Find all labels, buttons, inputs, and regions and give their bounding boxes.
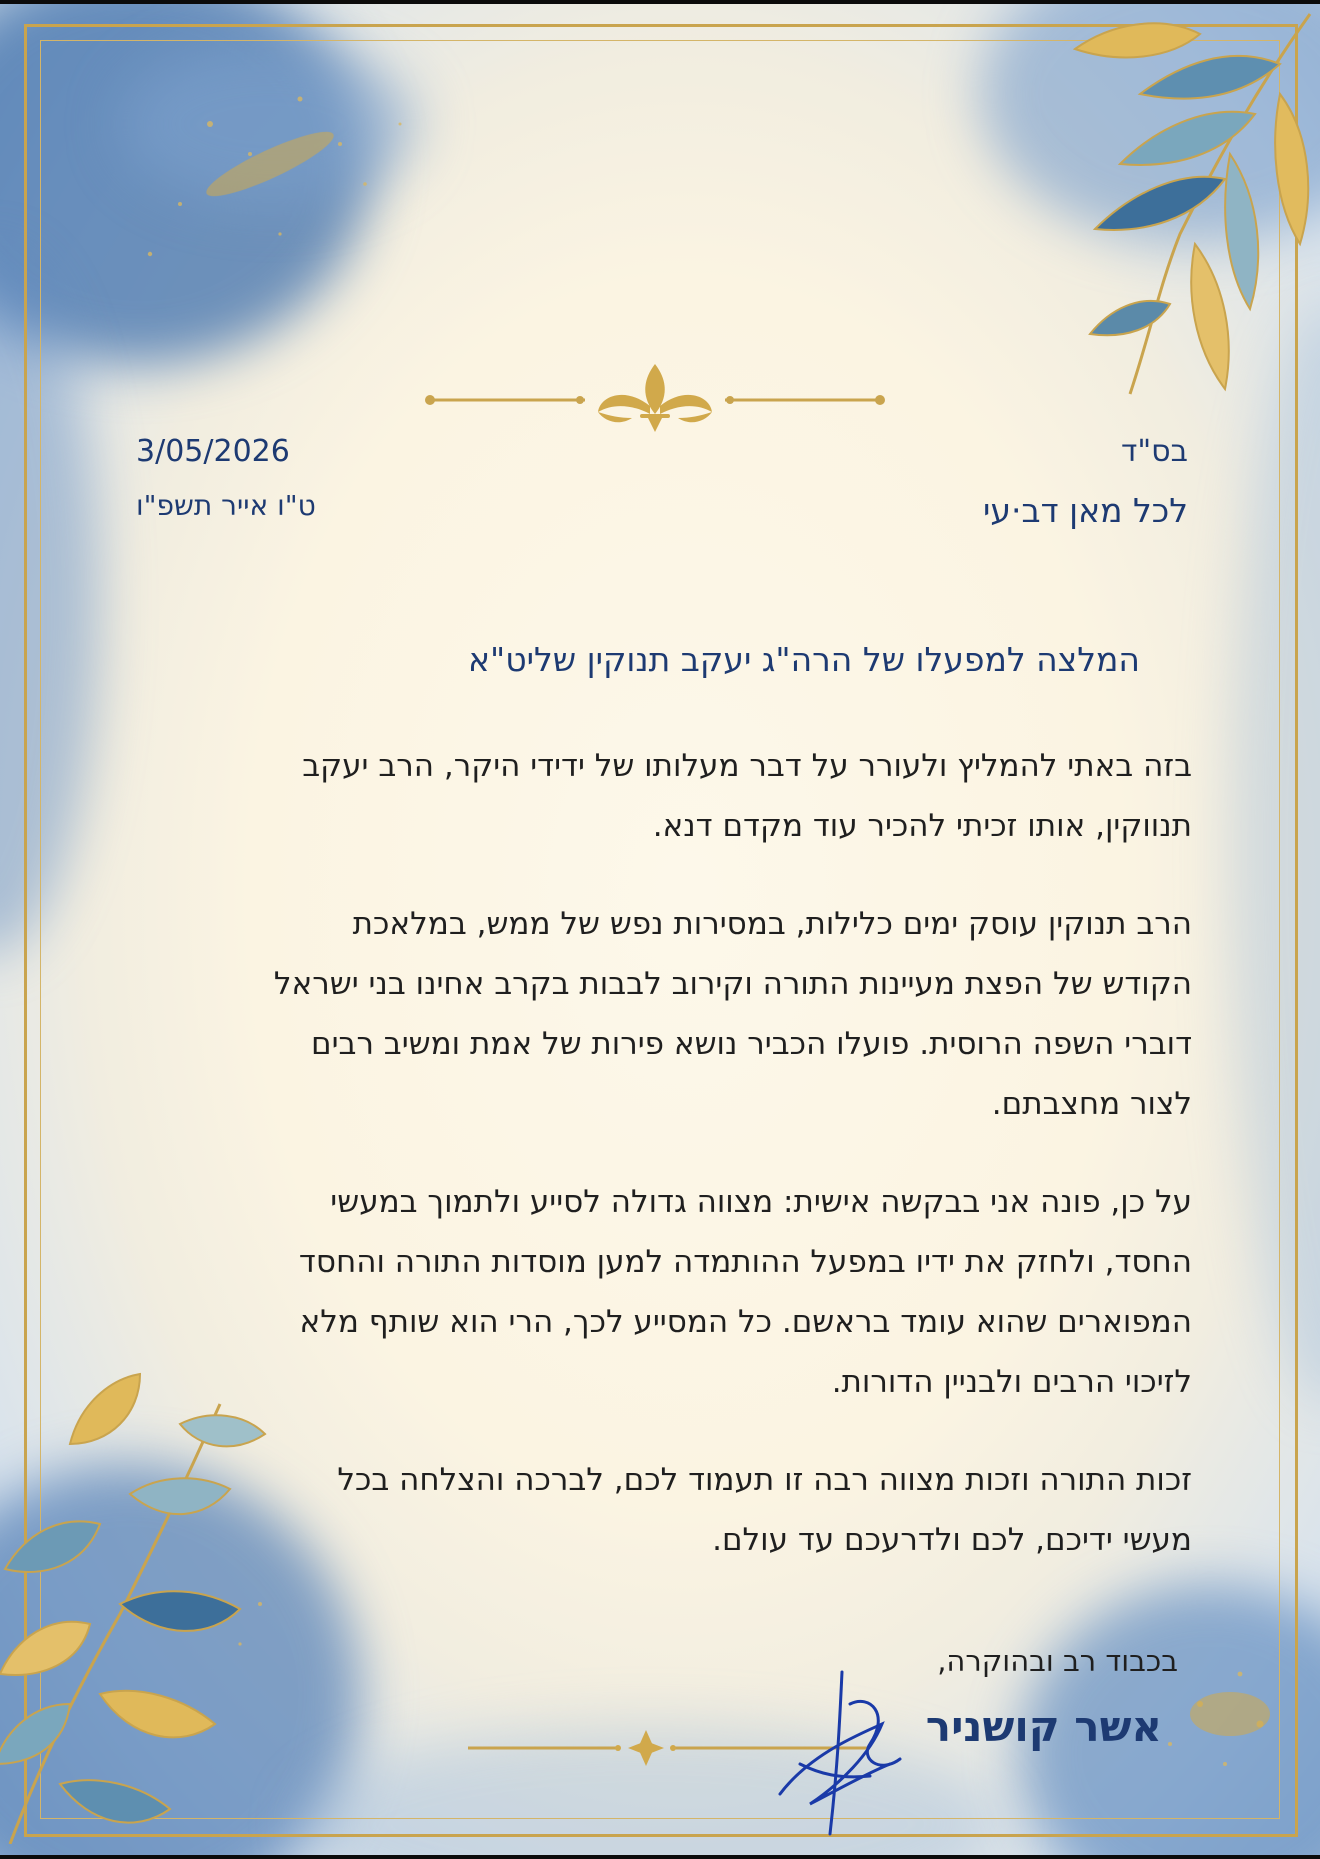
letter-sheet [0, 4, 1320, 1855]
text-line: על כן, פונה אני בבקשה אישית: מצווה גדולה לסייע ולתמוך במעשי [330, 1184, 1192, 1220]
text-line: הקודש של הפצת מעיינות התורה וקירוב לבבות בקרב אחינו בני ישראל [273, 966, 1192, 1002]
paragraph [132, 1172, 1192, 1412]
text-line: מעשי ידיכם, לכם ולדרעכם עד עולם. [712, 1522, 1192, 1558]
leaf-branch-icon [980, 4, 1320, 404]
paragraph [132, 736, 1192, 856]
closing-line: בכבוד רב ובהוקרה, [937, 1644, 1178, 1678]
text-line: דוברי השפה הרוסית. פועלו הכביר נושא פירות של אמת ומשיב רבים [311, 1026, 1192, 1062]
text-line: לזיכוי הרבים ולבניין הדורות. [831, 1364, 1192, 1400]
text-line: הרב תנוקין עוסק ימים כלילות, במסירות נפש של ממש, במלאכת [352, 906, 1192, 942]
text-line: המפוארים שהוא עומד בראשם. כל המסייע לכך, הרי הוא שותף מלא [299, 1304, 1192, 1340]
addressee: לכל מאן דב·עי [982, 491, 1188, 530]
text-line: זכות התורה וזכות מצווה רבה זו תעמוד לכם, לברכה והצלחה בכל [337, 1462, 1192, 1498]
header-left [136, 434, 316, 522]
subject-line: המלצה למפעלו של הרה"ג יעקב תנוקין שליט"א [467, 640, 1140, 679]
letter-body [132, 736, 1192, 1608]
header-right [983, 434, 1188, 530]
text-line: תנווקין, אותו זכיתי להכיר עוד מקדם דנא. [652, 808, 1192, 844]
paragraph [132, 1450, 1192, 1570]
paragraph [132, 894, 1192, 1134]
text-line: לצור מחצבתם. [991, 1086, 1192, 1122]
bsd-mark: בס"ד [1121, 434, 1188, 469]
text-line: בזה באתי להמליץ ולעורר על דבר מעלותו של ידידי היקר, הרב יעקב [302, 748, 1192, 784]
date-hebrew: ט"ו אייר תשפ"ו [136, 489, 316, 522]
date-gregorian: 3/05/2026 [136, 434, 290, 469]
signature-mark [770, 1664, 910, 1844]
fleur-de-lis-ornament-icon [420, 356, 890, 436]
text-line: החסד, ולחזק את ידיו במפעל ההותמדה למען מוסדות התורה והחסד [298, 1244, 1192, 1280]
signer-name: אשר קושניר [925, 1702, 1162, 1751]
